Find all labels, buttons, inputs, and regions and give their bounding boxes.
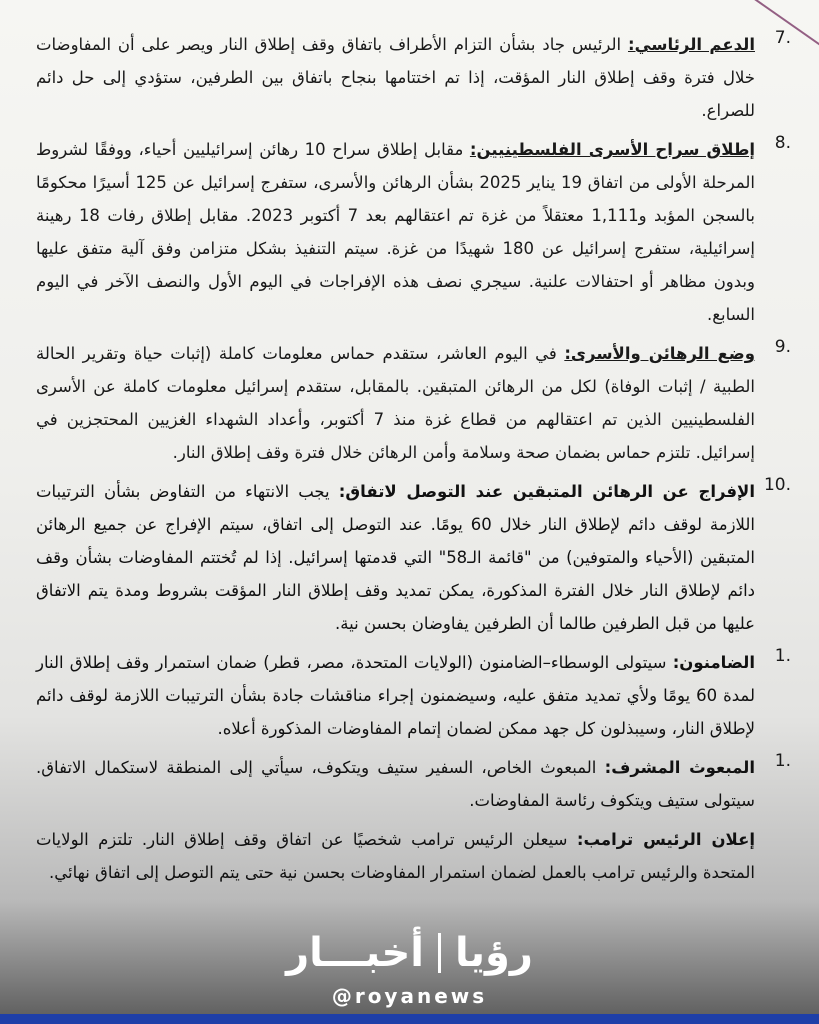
clause-heading: إعلان الرئيس ترامب: — [576, 830, 755, 849]
clause-number: 1. — [774, 751, 791, 771]
clause-paragraph — [36, 751, 755, 817]
brand-logo-row — [0, 928, 819, 978]
clause-text: سيتولى الوسطاء–الضامنون (الولايات المتحدة، مصر، قطر) ضمان استمرار وقف إطلاق النار لمدة 60 يومًا ولأي تمديد متفق عليه، وسيضمنون إجراء مناقشات جادة بشأن الترتيبات اللازمة لوقف دائم لإطلاق النار، وسيبذلون كل جهد ممكن لضمان إتمام المفاوضات المذكورة أعلاه. — [36, 653, 755, 738]
clause-10 — [36, 475, 791, 640]
clause-8 — [36, 133, 791, 331]
clause-number: 1. — [774, 646, 791, 666]
clause-paragraph — [36, 337, 755, 469]
clause-paragraph — [36, 475, 755, 640]
clause-heading: إطلاق سراح الأسرى الفلسطينيين: — [469, 140, 756, 159]
clause-guarantors — [36, 646, 791, 745]
clause-number: 9. — [774, 337, 791, 357]
bottom-accent-bar — [0, 1014, 819, 1024]
clause-heading: الدعم الرئاسي: — [628, 35, 755, 54]
document-body — [36, 28, 791, 895]
roya-logo-text: رؤيا — [455, 930, 533, 976]
clause-paragraph — [36, 133, 755, 331]
brand-separator — [438, 933, 441, 973]
clause-heading: المبعوث المشرف: — [604, 758, 755, 777]
brand-section: أخبـــار — [286, 930, 424, 976]
clause-text: المبعوث الخاص، السفير ستيف ويتكوف، سيأتي إلى المنطقة لاستكمال الاتفاق. سيتولى ستيف ويتكوف رئاسة المفاوضات. — [36, 758, 755, 810]
clause-text: سيعلن الرئيس ترامب شخصيًا عن اتفاق وقف إطلاق النار. تلتزم الولايات المتحدة والرئيس ترامب بالعمل لضمان استمرار المفاوضات بحسن نية حتى يتم التوصل إلى اتفاق نهائي. — [36, 830, 755, 882]
clause-announcement — [36, 823, 781, 889]
clause-number: 10. — [763, 475, 791, 495]
clause-heading: وضع الرهائن والأسرى: — [564, 344, 755, 363]
clause-paragraph — [36, 28, 755, 127]
roya-news-brand — [0, 928, 819, 1008]
clause-number: 7. — [774, 28, 791, 48]
clause-heading: الإفراج عن الرهائن المتبقين عند التوصل لاتفاق: — [338, 482, 755, 501]
clause-9 — [36, 337, 791, 469]
clause-text: في اليوم العاشر، ستقدم حماس معلومات كاملة (إثبات حياة وتقرير الحالة الطبية / إثبات الوفاة) لكل من الرهائن المتبقين. بالمقابل، ستقدم إسرائيل معلومات كاملة عن الأسرى الفلسطينيين الذين تم اعتقالهم من قطاع غزة منذ 7 أكتوبر، وأعداد الشهداء الغزيين المحتجزين في إسرائيل. تلتزم حماس بضمان صحة وسلامة وأمن الرهائن خلال فترة وقف إطلاق النار. — [36, 344, 756, 462]
clause-number: 8. — [774, 133, 791, 153]
clause-envoy — [36, 751, 791, 817]
brand-handle: @royanews — [331, 984, 488, 1008]
clause-heading: الضامنون: — [672, 653, 755, 672]
clause-paragraph — [36, 646, 755, 745]
clause-text: يجب الانتهاء من التفاوض بشأن الترتيبات اللازمة لوقف دائم لإطلاق النار خلال 60 يومًا. عند التوصل إلى اتفاق، سيتم الإفراج عن جميع الرهائن المتبقين (الأحياء والمتوفين) من "قائمة الـ58" التي قدمتها إسرائيل. إذا لم تُختتم المفاوضات بشأن وقف دائم لإطلاق النار خلال الفترة المذكورة، يمكن تمديد وقف إطلاق النار المؤقت بشروط ومدة يتم الاتفاق عليها من قبل الطرفين طالما أن الطرفين يفاوضان بحسن نية. — [36, 482, 755, 633]
clause-7 — [36, 28, 791, 127]
clause-text: مقابل إطلاق سراح 10 رهائن إسرائيليين أحياء، ووفقًا لشروط المرحلة الأولى من اتفاق 19 يناير 2025 بشأن الرهائن والأسرى، ستفرج إسرائيل عن 125 أسيرًا محكومًا بالسجن المؤبد و1,111 معتقلاً من غزة تم اعتقالهم بعد 7 أكتوبر 2023. مقابل إطلاق رفات 18 رهينة إسرائيلية، ستفرج إسرائيل عن 180 شهيدًا من غزة. سيتم التنفيذ بشكل متزامن وفق آلية متفق عليها وبدون مظاهر أو احتفالات علنية. سيجري نصف هذه الإفراجات في اليوم الأول والنصف الآخر في اليوم السابع. — [36, 140, 755, 324]
clause-text: الرئيس جاد بشأن التزام الأطراف باتفاق وقف إطلاق النار ويصر على أن المفاوضات خلال فترة وقف إطلاق النار المؤقت، إذا تم اختتامها بنجاح باتفاق بين الطرفين، ستؤدي إلى حل دائم للصراع. — [36, 35, 755, 120]
clause-paragraph — [36, 823, 755, 889]
